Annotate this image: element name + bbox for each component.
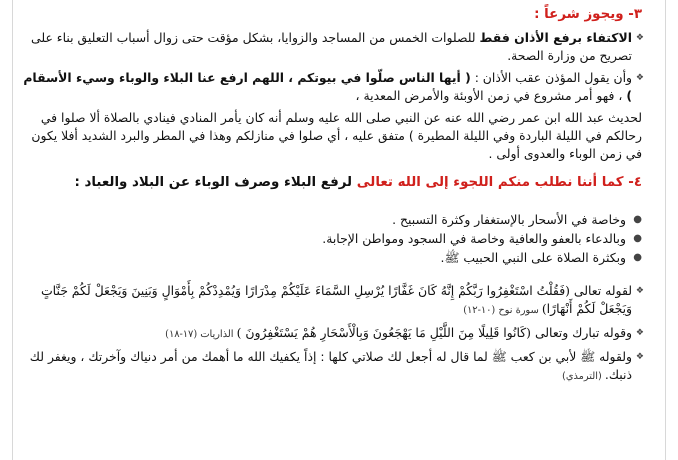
section-3-heading: ٣- ويجوز شرعاً :: [534, 7, 642, 22]
section-4-heading: [22, 174, 642, 192]
section-4-heading-red: ٤- كما أننا نطلب منكم اللجوء إلى الله تعالى: [356, 175, 642, 190]
dot-icon: ●: [633, 214, 642, 225]
muezzin-bold-text: ( أيها الناس صلّوا في بيوتكم ، اللهم ارفع عنا البلاء والوباء وسيء الأسقام ): [23, 70, 632, 103]
quote-hadith-ubayy: [22, 348, 642, 386]
quote-nuh-text: لقوله تعالى (فَقُلْتُ اسْتَغْفِرُوا رَبَّكُمْ إِنَّهُ كَانَ غَفَّارًا يُرْسِلِ السَّمَاءَ عَلَيْكُمْ مِدْرَارًا وَيُمْدِدْكُمْ بِأَمْوَالٍ وَبَنِينَ وَيَجْعَلْ لَكُمْ جَنَّاتٍ وَيَجْعَلْ لَكُمْ أَنْهَارًا): [41, 283, 632, 316]
quote-dhariyat-text: وقوله تبارك وتعالى (كَانُوا قَلِيلًا مِنَ اللَّيْلِ مَا يَهْجَعُونَ وَبِالْأَسْحَارِ هُمْ يَسْتَغْفِرُونَ ): [236, 325, 632, 340]
diamond-icon: ❖: [635, 33, 644, 43]
quote-nuh-ref: سورة نوح (١٠-١٢): [463, 305, 542, 316]
diamond-icon: ❖: [635, 328, 644, 338]
list-item: [22, 249, 642, 267]
section-3-item-muezzin: [22, 69, 642, 105]
adhan-bold-text: الاكتفاء برفع الأذان فقط: [479, 30, 632, 45]
quote-dhariyat: [22, 324, 642, 344]
diamond-icon: ❖: [635, 352, 644, 362]
muezzin-text-a: وأن يقول المؤذن عقب الأذان :: [470, 70, 632, 85]
section-4-heading-black: لرفع البلاء وصرف الوباء عن البلاد والعباد :: [74, 175, 357, 190]
quote-dhariyat-ref: الذاريات (١٧-١٨): [165, 329, 237, 340]
muezzin-text-b: ، فهو أمر مشروع في زمن الأوبئة والأمرض المعدية ،: [355, 88, 627, 103]
section-3-item-adhan: [22, 29, 642, 65]
quote-hadith-ref: (الترمذي): [562, 371, 605, 382]
bullet-text: وخاصة في الأسحار بالإستغفار وكثرة التسبيح .: [392, 212, 626, 227]
diamond-icon: ❖: [635, 73, 644, 83]
list-item: [22, 211, 642, 229]
bullet-text: وبكثرة الصلاة على النبي الحبيب ﷺ.: [440, 250, 626, 265]
hadith-paragraph: لحديث عبد الله ابن عمر رضي الله عنه عن النبي صلى الله عليه وسلم أنه كان يأمر المنادي فينادي بالصلاة ألا صلوا في رحالكم في الليلة الباردة وفي الليلة المطيرة ) متفق عليه ، أي صلوا في منازلكم وهذا في المطر والبرد الشديد أفلا يكون في زمن الوباء والعدوى أولى .: [31, 110, 642, 161]
dot-icon: ●: [633, 252, 642, 263]
quote-hadith-text: ولقوله ﷺ لأبي بن كعب ﷺ لما قال له أجعل لك صلاتي كلها : إذاً يكفيك الله ما أهمك من أمر دنياك وآخرتك ، ويغفر لك ذنبك.: [29, 349, 632, 382]
bullet-text: وبالدعاء بالعفو والعافية وخاصة في السجود ومواطن الإجابة.: [322, 231, 626, 246]
dot-icon: ●: [633, 233, 642, 244]
adhan-text: للصلوات الخمس من المساجد والزوايا، بشكل مؤقت حتى زوال أسباب التعليق بناء على تصريح من وزارة الصحة.: [31, 30, 632, 63]
diamond-icon: ❖: [635, 286, 644, 296]
quote-nuh: [22, 282, 642, 320]
list-item: [22, 230, 642, 248]
